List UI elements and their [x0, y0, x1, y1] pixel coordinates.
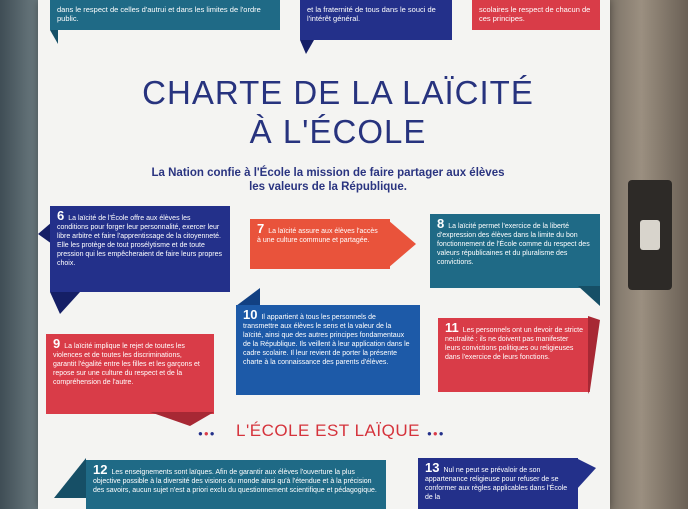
article-6 — [50, 206, 230, 292]
door-button — [640, 220, 660, 250]
article-8-ribbon — [578, 286, 604, 308]
article-8 — [430, 214, 600, 288]
top-box-3-text: scolaires le respect de chacun de ces principes. — [479, 5, 591, 23]
article-11-arrow — [566, 314, 600, 396]
article-6-text: La laïcité de l'École offre aux élèves les conditions pour forger leur personnalité, exercer leur libre arbitre et faire l'apprentissage de la citoyenneté. Elle les protège de tout prosélytisme et de toute pression qui les empêcheraient de faire leurs propres choix. — [57, 215, 222, 267]
article-7-text: La laïcité assure aux élèves l'accès à une culture commune et partagée. — [257, 228, 378, 244]
article-13-text: Nul ne peut se prévaloir de son appartenance religieuse pour refuser de se conformer aux règles applicables dans l'École de la — [425, 467, 568, 501]
article-10 — [236, 305, 420, 395]
heading-dots-left: ●●● — [198, 429, 216, 438]
top-box-2-fold — [300, 40, 320, 56]
top-box-1-text: dans le respect de celles d'autrui et dans les limites de l'ordre public. — [57, 5, 261, 23]
top-box-2-text: et la fraternité de tous dans le souci de l'intérêt général. — [307, 5, 436, 23]
article-10-text: Il appartient à tous les personnels de transmettre aux élèves le sens et la valeur de la laïcité, ainsi que des autres principes fondamentaux de la République. Ils veillent à leur application dans le cadre scolaire. Il leur revient de porter la présente charte à la connaissance des parents d'élèves. — [243, 314, 410, 366]
article-9-text: La laïcité implique le rejet de toutes les violences et de toutes les discriminations, garantit l'égalité entre les filles et les garçons et repose sur une culture du respect et de la compréhension de l'autre. — [53, 343, 200, 386]
article-7 — [250, 219, 390, 269]
window-frame-right — [610, 0, 688, 509]
article-11-text: Les personnels ont un devoir de stricte neutralité : ils ne doivent pas manifester leurs convictions politiques ou religieuses dans l'exercice de leurs fonctions. — [445, 327, 583, 361]
article-7-number: 7 — [257, 221, 265, 236]
poster-subtitle: La Nation confie à l'École la mission de faire partager aux élèves les valeurs de la République. — [151, 167, 505, 193]
article-13-arrow — [576, 456, 600, 496]
article-12-text: Les enseignements sont laïques. Afin de garantir aux élèves l'ouverture la plus objective possible à la diversité des visions du monde ainsi qu'à l'étendue et à la précision des savoirs, aucun sujet n'est a priori exclu du questionnement scientifique et pédagogique. — [93, 469, 377, 494]
top-box-1-fold — [38, 30, 58, 52]
laicite-poster — [38, 0, 610, 509]
article-12-fold — [54, 458, 86, 498]
article-12-number: 12 — [93, 462, 108, 477]
article-6-number: 6 — [57, 208, 65, 223]
window-frame-left — [0, 0, 38, 509]
article-9-number: 9 — [53, 336, 61, 351]
poster-title-line1: CHARTE DE LA LAÏCITÉ — [142, 74, 534, 111]
article-7-arrow — [388, 216, 418, 272]
poster-title-line2: À L'ÉCOLE — [249, 113, 427, 150]
article-9 — [46, 334, 214, 414]
heading-dots-right: ●●● — [427, 429, 445, 438]
section-heading: L'ÉCOLE EST LAÏQUE — [236, 421, 420, 440]
top-box-3 — [472, 0, 600, 30]
article-12 — [86, 460, 386, 509]
article-11-number: 11 — [445, 320, 459, 335]
article-13-number: 13 — [425, 460, 440, 475]
top-box-2 — [300, 0, 452, 40]
door-handle-plate — [628, 180, 672, 290]
article-8-number: 8 — [437, 216, 445, 231]
article-10-number: 10 — [243, 307, 258, 322]
article-8-text: La laïcité permet l'exercice de la liberté d'expression des élèves dans la limite du bon fonctionnement de l'École comme du respect des valeurs républicaines et du pluralisme des convictions. — [437, 223, 590, 266]
article-6-ribbon — [50, 292, 80, 318]
article-13 — [418, 458, 578, 509]
top-box-1 — [50, 0, 280, 30]
